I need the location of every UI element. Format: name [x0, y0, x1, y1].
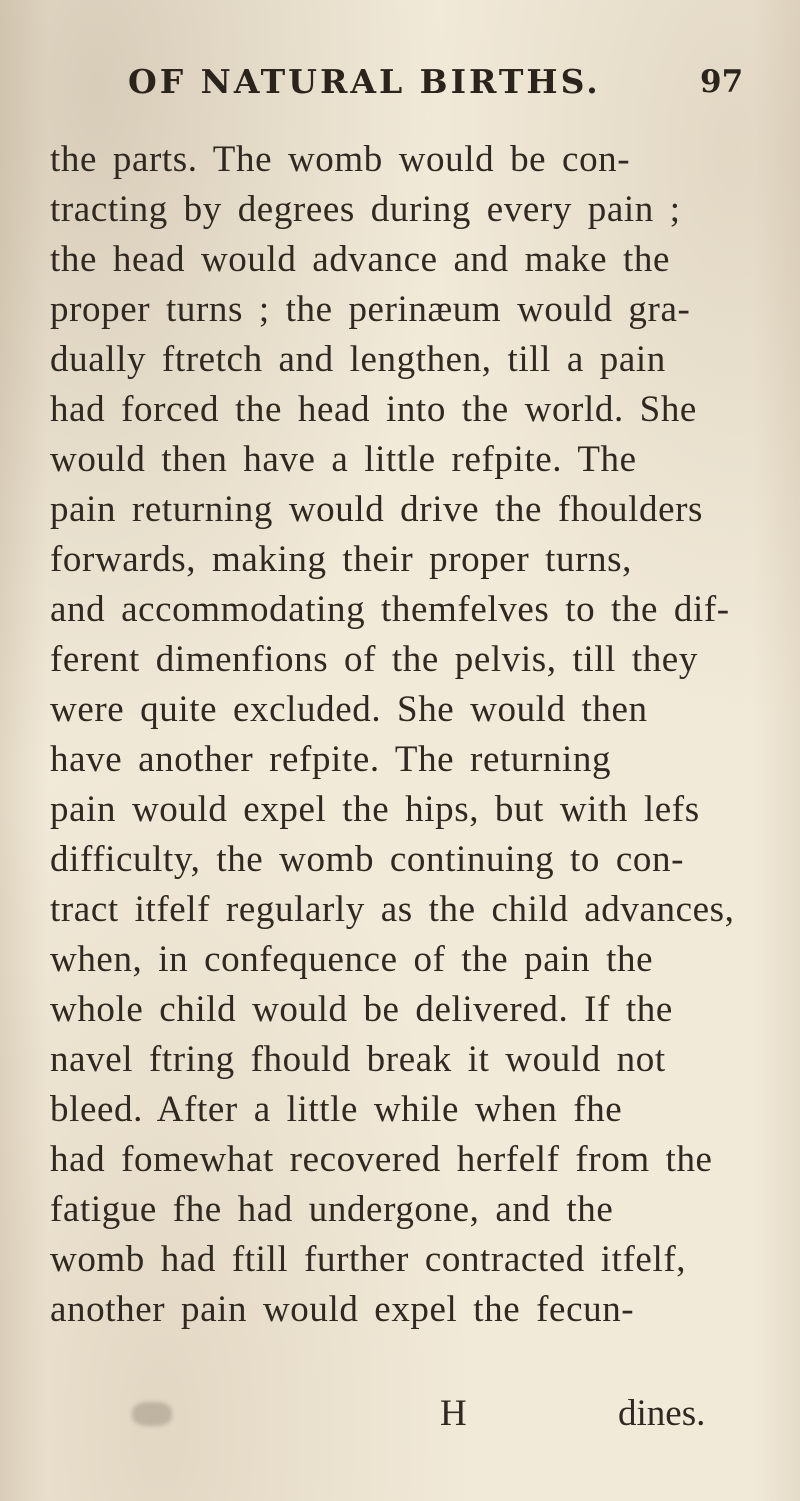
catchword: dines.: [618, 1393, 706, 1434]
text-line-23: womb had ftill further contracted itfelf,: [50, 1239, 687, 1280]
running-header: [0, 62, 800, 122]
text-line-18: whole child would be delivered. If the: [50, 989, 673, 1030]
text-line-7: would then have a little refpite. The: [50, 439, 637, 480]
text-line-14: pain would expel the hips, but with lefs: [50, 789, 700, 830]
text-line-10: and accommodating themfelves to the dif-: [50, 589, 730, 630]
text-line-13: have another refpite. The returning: [50, 739, 612, 780]
text-line-20: bleed. After a little while when fhe: [50, 1089, 623, 1130]
text-line-16: tract itfelf regularly as the child advances,: [50, 889, 735, 930]
text-line-21: had fomewhat recovered herfelf from the: [50, 1139, 713, 1180]
text-line-12: were quite excluded. She would then: [50, 689, 648, 730]
text-line-11: ferent dimenfions of the pelvis, till they: [50, 639, 698, 680]
text-line-8: pain returning would drive the fhoulders: [50, 489, 704, 530]
text-line-1: the parts. The womb would be con-: [50, 139, 631, 180]
text-line-3: the head would advance and make the: [50, 239, 670, 280]
text-line-9: forwards, making their proper turns,: [50, 539, 632, 580]
text-line-15: difficulty, the womb continuing to con-: [50, 839, 684, 880]
running-title: OF NATURAL BIRTHS.: [128, 62, 601, 101]
signature-mark: H: [440, 1393, 467, 1434]
text-line-4: proper turns ; the perinæum would gra-: [50, 289, 691, 330]
page-number: 97: [700, 64, 744, 100]
text-line-24: another pain would expel the fecun-: [50, 1289, 635, 1330]
text-line-22: fatigue fhe had undergone, and the: [50, 1189, 614, 1230]
text-line-17: when, in confequence of the pain the: [50, 939, 654, 980]
text-line-5: dually ftretch and lengthen, till a pain: [50, 339, 666, 380]
text-line-6: had forced the head into the world. She: [50, 389, 697, 430]
page-footer: [0, 1392, 800, 1442]
text-line-2: tracting by degrees during every pain ;: [50, 189, 681, 230]
text-line-19: navel ftring fhould break it would not: [50, 1039, 666, 1080]
